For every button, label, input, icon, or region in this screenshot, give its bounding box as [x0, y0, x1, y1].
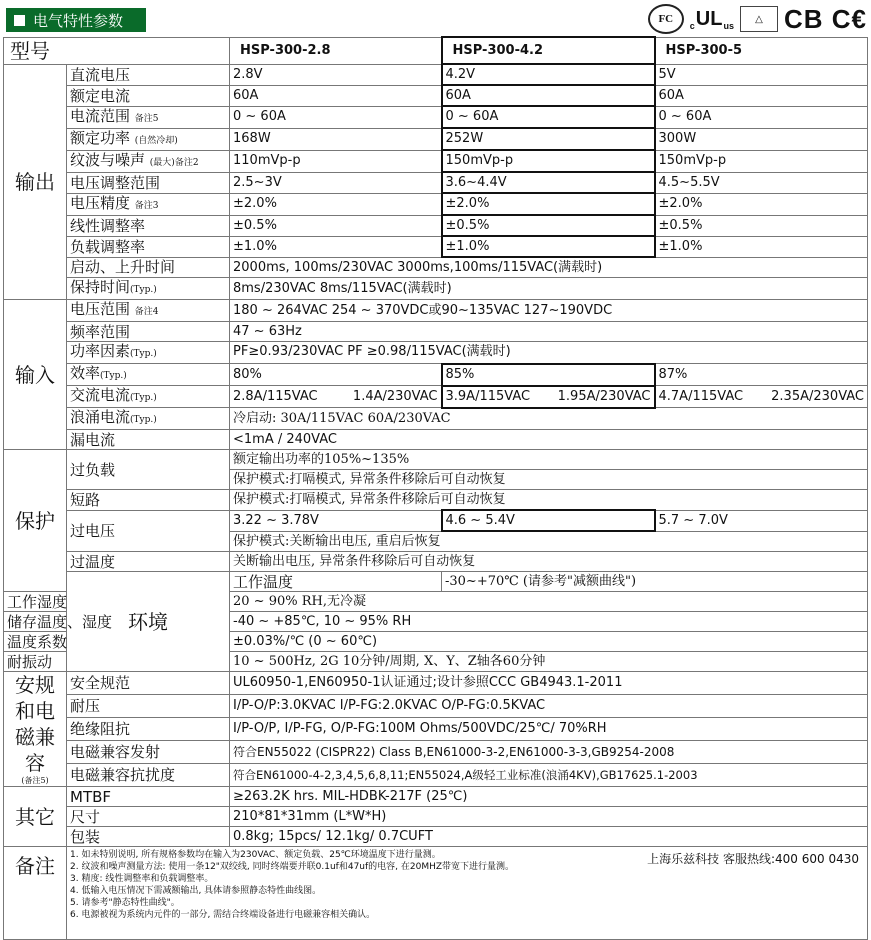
overtemp-value: 关断输出电压, 异常条件移除后可自动恢复 [230, 552, 868, 572]
output-row-label: 电压精度 备注3 [67, 193, 230, 215]
safety-label: 电磁兼容抗扰度 [67, 764, 230, 787]
env-category: 环境 [67, 572, 230, 672]
efficiency-v3: 87% [655, 364, 868, 386]
env-value: ±0.03%/℃ (0 ~ 60℃) [230, 632, 868, 652]
note-line: 1. 如未特别说明, 所有规格参数均在输入为230VAC、额定负载、25℃环境温度下进行量测。 [70, 850, 441, 860]
ul-main: UL [695, 7, 723, 30]
output-v1: 110mVp-p [230, 150, 442, 172]
hold-time-row [4, 278, 868, 300]
output-row [4, 150, 868, 172]
env-label: 储存温度、湿度 [4, 612, 67, 632]
overvoltage-mode: 保护模式:关断输出电压, 重启后恢复 [230, 531, 868, 552]
env-row [4, 572, 868, 592]
overvoltage-v2: 4.6 ~ 5.4V [442, 510, 655, 531]
output-v2: ±0.5% [442, 215, 655, 236]
cb-ce-logo-icon: CB C€ [783, 3, 867, 34]
other-row [4, 807, 868, 827]
model-3: HSP-300-5 [655, 37, 868, 64]
efficiency-v2: 85% [442, 364, 655, 386]
output-row [4, 85, 868, 106]
safety-value: UL60950-1,EN60950-1认证通过;设计参照CCC GB4943.1-2011 [230, 672, 868, 695]
output-v1: 0 ~ 60A [230, 106, 442, 128]
ac-current-v2: 3.9A/115VAC 1.95A/230VAC [442, 386, 655, 408]
rise-time-value: 2000ms, 100ms/230VAC 3000ms,100ms/115VAC(满载时) [230, 257, 868, 278]
safety-row [4, 672, 868, 695]
env-label: 工作湿度 [4, 592, 67, 612]
efficiency-v1: 80% [230, 364, 442, 386]
output-v3: 60A [655, 85, 868, 106]
output-category: 输出 [4, 64, 67, 300]
ac-current-v3: 4.7A/115VAC 2.35A/230VAC [655, 386, 868, 408]
output-v2: 0 ~ 60A [442, 106, 655, 128]
output-v3: 5V [655, 64, 868, 85]
other-label: 尺寸 [67, 807, 230, 827]
overvoltage-v1: 3.22 ~ 3.78V [230, 510, 442, 531]
rise-time-label: 启动、上升时间 [67, 257, 230, 278]
model-2: HSP-300-4.2 [442, 37, 655, 64]
env-label: 工作温度 [230, 572, 442, 592]
frequency-value: 47 ~ 63Hz [230, 322, 868, 342]
model-row [4, 37, 868, 64]
safety-value: I/P-O/P, I/P-FG, O/P-FG:100M Ohms/500VDC/25℃/ 70%RH [230, 718, 868, 741]
inrush-row [4, 408, 868, 430]
output-row [4, 106, 868, 128]
output-row-label: 线性调整率 [67, 215, 230, 236]
short-circuit-row [4, 490, 868, 511]
output-row-label: 电流范围 备注5 [67, 106, 230, 128]
output-v3: ±2.0% [655, 193, 868, 215]
output-v3: 0 ~ 60A [655, 106, 868, 128]
short-circuit-label: 短路 [67, 490, 230, 511]
output-v2: ±1.0% [442, 236, 655, 257]
pf-value: PF≥0.93/230VAC PF ≥0.98/115VAC(满载时) [230, 342, 868, 364]
input-voltage-label: 电压范围 备注4 [67, 300, 230, 322]
output-v1: ±0.5% [230, 215, 442, 236]
note-line: 6. 电源被视为系统内元件的一部分, 需结合终端设备进行电磁兼容相关确认。 [70, 910, 376, 920]
overload-value-2: 保护模式:打嗝模式, 异常条件移除后可自动恢复 [230, 470, 868, 490]
inrush-label: 浪涌电流(Typ.) [67, 408, 230, 430]
leakage-label: 漏电流 [67, 430, 230, 450]
safety-label: 耐压 [67, 695, 230, 718]
output-row-label: 额定功率 (自然冷却) [67, 128, 230, 150]
contact-hotline: 上海乐兹科技 客服热线:400 600 0430 [647, 852, 859, 866]
safety-value: I/P-O/P:3.0KVAC I/P-FG:2.0KVAC O/P-FG:0.5KVAC [230, 695, 868, 718]
output-row [4, 193, 868, 215]
section-header [6, 8, 146, 32]
overvoltage-v3: 5.7 ~ 7.0V [655, 510, 868, 531]
output-row [4, 172, 868, 193]
input-voltage-value: 180 ~ 264VAC 254 ~ 370VDC或90~135VAC 127~190VDC [230, 300, 868, 322]
output-v3: 4.5~5.5V [655, 172, 868, 193]
other-value: 210*81*31mm (L*W*H) [230, 807, 868, 827]
safety-triangle-logo-icon: △ [740, 6, 778, 32]
ul-logo-icon [690, 8, 734, 31]
spec-table [3, 36, 868, 940]
section-title: 电气特性参数 [33, 11, 124, 30]
ul-c: c [689, 20, 695, 31]
output-v1: 2.5~3V [230, 172, 442, 193]
note-line: 3. 精度: 线性调整率和负载调整率。 [70, 874, 214, 884]
notes-body [67, 847, 868, 940]
ul-us: us [723, 20, 734, 31]
output-row-label: 纹波与噪声 (最大)备注2 [67, 150, 230, 172]
inrush-value: 冷启动: 30A/115VAC 60A/230VAC [230, 408, 868, 430]
safety-row [4, 741, 868, 764]
leakage-value: <1mA / 240VAC [230, 430, 868, 450]
ac-current-label: 交流电流(Typ.) [67, 386, 230, 408]
env-value: 20 ~ 90% RH,无冷凝 [230, 592, 868, 612]
overload-row [4, 450, 868, 470]
safety-label: 电磁兼容发射 [67, 741, 230, 764]
overload-value-1: 额定输出功率的105%~135% [230, 450, 868, 470]
output-v1: ±1.0% [230, 236, 442, 257]
env-label: 温度系数 [4, 632, 67, 652]
overvoltage-label: 过电压 [67, 510, 230, 552]
notes-category: 备注 [4, 847, 67, 940]
other-label: 包装 [67, 827, 230, 847]
safety-value: 符合EN55022 (CISPR22) Class B,EN61000-3-2,EN61000-3-3,GB9254-2008 [230, 741, 868, 764]
output-v3: ±0.5% [655, 215, 868, 236]
efficiency-label: 效率(Typ.) [67, 364, 230, 386]
overtemp-label: 过温度 [67, 552, 230, 572]
model-label: 型号 [4, 37, 230, 64]
output-v1: 2.8V [230, 64, 442, 85]
output-v1: 60A [230, 85, 442, 106]
output-row-label: 额定电流 [67, 85, 230, 106]
frequency-row [4, 322, 868, 342]
other-category: 其它 [4, 787, 67, 847]
certification-logos [648, 4, 867, 34]
output-v2: 60A [442, 85, 655, 106]
pf-label: 功率因素(Typ.) [67, 342, 230, 364]
output-v1: 168W [230, 128, 442, 150]
ac-current-row [4, 386, 868, 408]
safety-row [4, 695, 868, 718]
rise-time-row [4, 257, 868, 278]
overvoltage-row [4, 510, 868, 531]
other-row [4, 787, 868, 807]
leakage-row [4, 430, 868, 450]
safety-row [4, 718, 868, 741]
note-line: 5. 请参考"静态特性曲线"。 [70, 898, 180, 908]
other-value: ≥263.2K hrs. MIL-HDBK-217F (25℃) [230, 787, 868, 807]
output-v3: ±1.0% [655, 236, 868, 257]
output-v3: 150mVp-p [655, 150, 868, 172]
hold-time-label: 保持时间(Typ.) [67, 278, 230, 300]
note-line: 4. 低输入电压情况下需减额输出, 具体请参照静态特性曲线图。 [70, 886, 322, 896]
efficiency-row [4, 364, 868, 386]
output-v1: ±2.0% [230, 193, 442, 215]
output-v2: 150mVp-p [442, 150, 655, 172]
output-v2: 252W [442, 128, 655, 150]
model-1: HSP-300-2.8 [230, 37, 442, 64]
frequency-label: 频率范围 [67, 322, 230, 342]
output-row-label: 直流电压 [67, 64, 230, 85]
safety-category: 安规和电磁兼容 (备注5) [4, 672, 67, 787]
other-row [4, 827, 868, 847]
output-row [4, 236, 868, 257]
overload-label: 过负载 [67, 450, 230, 490]
output-row [4, 128, 868, 150]
other-value: 0.8kg; 15pcs/ 12.1kg/ 0.7CUFT [230, 827, 868, 847]
other-label: MTBF [67, 787, 230, 807]
short-circuit-value: 保护模式:打嗝模式, 异常条件移除后可自动恢复 [230, 490, 868, 511]
output-row-label: 负载调整率 [67, 236, 230, 257]
safety-value: 符合EN61000-4-2,3,4,5,6,8,11;EN55024,A级轻工业标准(浪涌4KV),GB17625.1-2003 [230, 764, 868, 787]
safety-label: 安全规范 [67, 672, 230, 695]
overtemp-row [4, 552, 868, 572]
ac-current-v1: 2.8A/115VAC 1.4A/230VAC [230, 386, 442, 408]
env-label: 耐振动 [4, 652, 67, 672]
output-v2: 3.6~4.4V [442, 172, 655, 193]
square-icon [14, 15, 25, 26]
output-row [4, 64, 868, 85]
fcc-logo-icon: FC [648, 4, 684, 34]
note-line: 2. 纹波和噪声测量方法: 使用一条12"双绞线, 同时终端要并联0.1uf和47uf的电容, 在20MHZ带宽下进行量测。 [70, 862, 515, 872]
output-row-label: 电压调整范围 [67, 172, 230, 193]
safety-label: 绝缘阻抗 [67, 718, 230, 741]
protection-category: 保护 [4, 450, 67, 592]
notes-row [4, 847, 868, 940]
pf-row [4, 342, 868, 364]
env-value: 10 ~ 500Hz, 2G 10分钟/周期, X、Y、Z轴各60分钟 [230, 652, 868, 672]
input-voltage-row [4, 300, 868, 322]
env-value: -30~+70℃ (请参考"减额曲线") [442, 572, 868, 592]
output-v2: ±2.0% [442, 193, 655, 215]
output-v2: 4.2V [442, 64, 655, 85]
env-value: -40 ~ +85℃, 10 ~ 95% RH [230, 612, 868, 632]
safety-row [4, 764, 868, 787]
output-v3: 300W [655, 128, 868, 150]
hold-time-value: 8ms/230VAC 8ms/115VAC(满载时) [230, 278, 868, 300]
input-category: 输入 [4, 300, 67, 450]
output-row [4, 215, 868, 236]
